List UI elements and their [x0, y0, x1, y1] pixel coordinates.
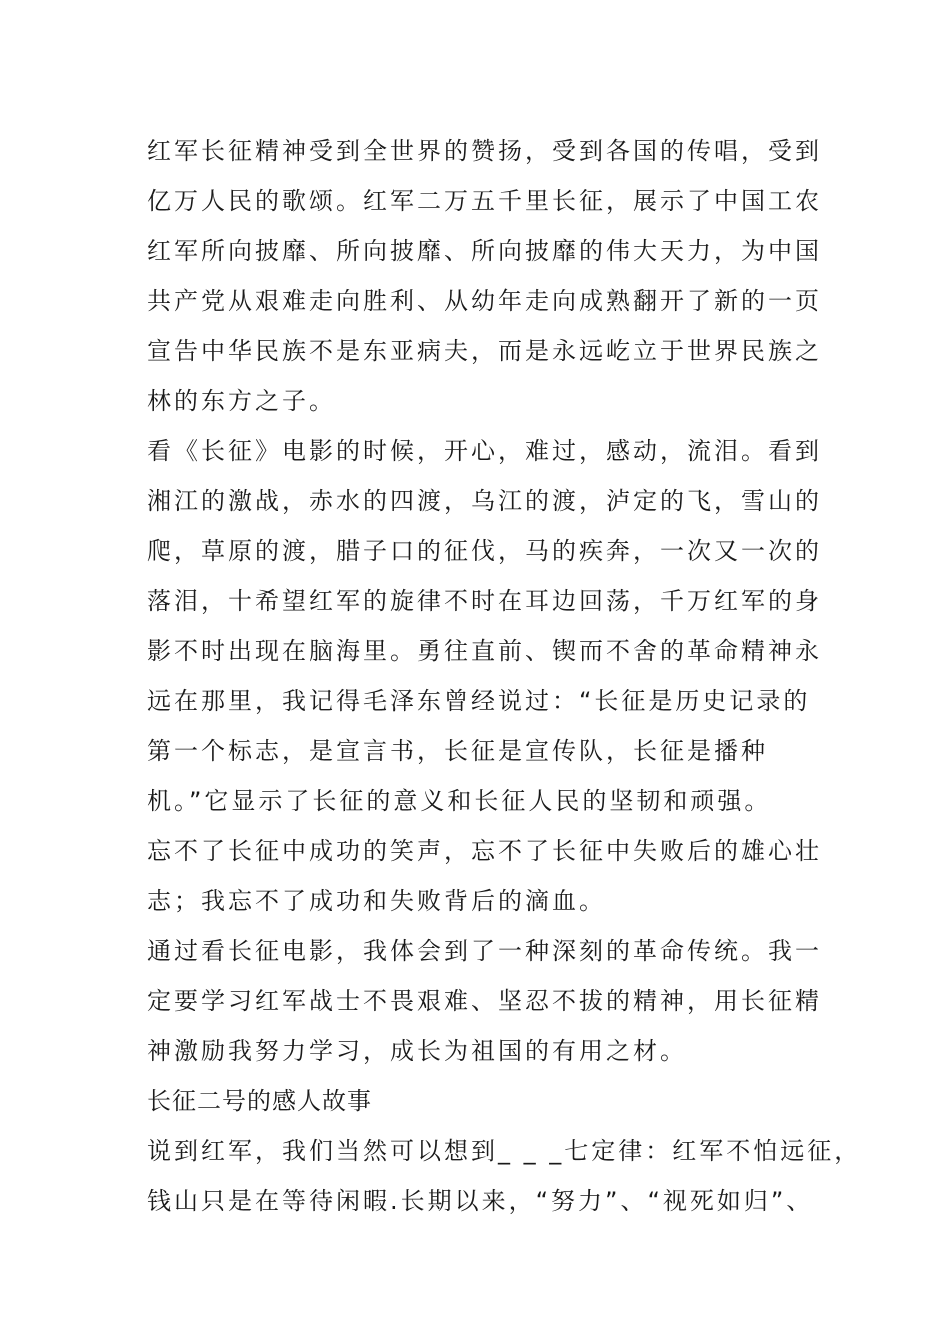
- text-line: 落泪，十希望红军的旋律不时在耳边回荡，千万红军的身: [147, 587, 822, 615]
- text-line: 机。”它显示了长征的意义和长征人民的坚韧和顽强。: [147, 787, 772, 815]
- text-line: 林的东方之子。: [147, 387, 336, 415]
- text-line: 第一个标志，是宣言书，长征是宣传队，长征是播种: [147, 737, 768, 765]
- text-line: 通过看长征电影，我体会到了一种深刻的革命传统。我一: [147, 937, 822, 965]
- text-line: 钱山只是在等待闲暇.长期以来，“努力”、“视死如归”、: [147, 1187, 814, 1215]
- text-line: 亿万人民的歌颂。红军二万五千里长征，展示了中国工农: [147, 187, 822, 215]
- text-line: 看《长征》电影的时候，开心，难过，感动，流泪。看到: [147, 437, 822, 465]
- document-body: [147, 126, 862, 1226]
- text-line: 爬，草原的渡，腊子口的征伐，马的疾奔，一次又一次的: [147, 537, 822, 565]
- text-line: 红军长征精神受到全世界的赞扬，受到各国的传唱，受到: [147, 137, 822, 165]
- text-line: 志；我忘不了成功和失败背后的滴血。: [147, 887, 606, 915]
- section-heading: 长征二号的感人故事: [147, 1087, 372, 1115]
- text-line: 影不时出现在脑海里。勇往直前、锲而不舍的革命精神永: [147, 637, 822, 665]
- text-line: 共产党从艰难走向胜利、从幼年走向成熟翻开了新的一页: [147, 287, 822, 315]
- text-line: 湘江的激战，赤水的四渡，乌江的渡，泸定的飞，雪山的: [147, 487, 822, 515]
- text-line: 宣告中华民族不是东亚病夫，而是永远屹立于世界民族之: [147, 337, 822, 365]
- text-line: 忘不了长征中成功的笑声，忘不了长征中失败后的雄心壮: [147, 837, 822, 865]
- text-line: 定要学习红军战士不畏艰难、坚忍不拔的精神，用长征精: [147, 987, 822, 1015]
- text-line: 红军所向披靡、所向披靡、所向披靡的伟大天力，为中国: [147, 237, 822, 265]
- text-line: 神激励我努力学习，成长为祖国的有用之材。: [147, 1037, 687, 1065]
- text-line: 说到红军，我们当然可以想到_ _ _七定律：红军不怕远征，: [147, 1137, 862, 1165]
- text-line: 远在那里，我记得毛泽东曾经说过：“长征是历史记录的: [147, 687, 811, 715]
